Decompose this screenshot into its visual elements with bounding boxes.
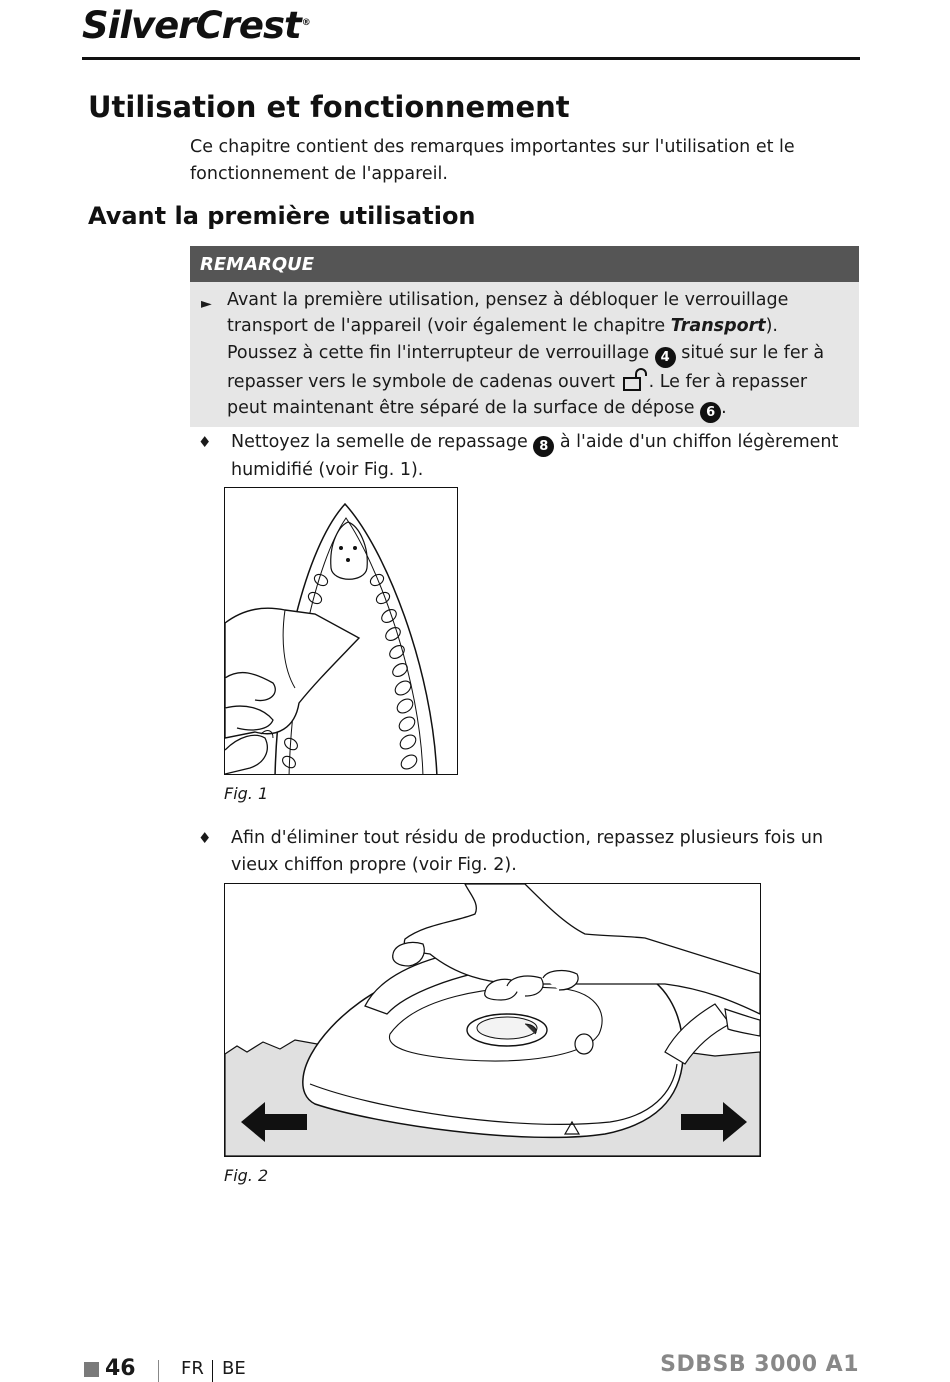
footer-divider [158, 1360, 159, 1382]
note-text-5: . [721, 397, 727, 418]
figure-caption: Fig. 2 [224, 1166, 269, 1185]
open-padlock-icon [621, 368, 649, 392]
iron-soleplate-illustration [225, 488, 457, 774]
footer-divider [212, 1360, 213, 1382]
iron-on-cloth-illustration [225, 884, 760, 1156]
bullet-text-1: Nettoyez la semelle de repassage [231, 432, 534, 452]
registered-mark: ® [301, 17, 310, 28]
part-number-badge: 4 [655, 347, 676, 368]
figure-2-ironing-cloth [224, 883, 761, 1157]
page-number: 46 [105, 1356, 136, 1381]
bullet-text-1: Afin d'éliminer tout résidu de production, repassez plusieurs fois un vieux chiffon propre (voir Fig. 2). [231, 828, 824, 875]
part-number-badge: 6 [700, 402, 721, 423]
section-intro: Ce chapitre contient des remarques importantes sur l'utilisation et le fonctionnement de l'appareil. [190, 137, 795, 184]
figure-1-soleplate-cleaning [224, 487, 458, 775]
diamond-bullet-icon: ♦ [198, 829, 212, 847]
right-pointer-icon: ► [201, 296, 212, 312]
note-box [190, 246, 859, 427]
note-text-4: . Le fer à repasser peut maintenant être séparé de la surface de dépose [227, 371, 808, 418]
figure-caption: Fig. 1 [224, 784, 269, 803]
model-number: SDBSB 3000 A1 [660, 1352, 859, 1377]
note-text-3: situé sur le fer à repasser vers le symbole de cadenas ouvert [227, 342, 825, 392]
list-item [198, 429, 848, 484]
diamond-bullet-icon: ♦ [198, 433, 212, 451]
bullet-text-2: à l'aide d'un chiffon légèrement humidifié (voir Fig. 1). [231, 432, 839, 480]
note-chapter-ref: Transport [670, 316, 766, 337]
note-body [190, 282, 859, 427]
brand-name: SilverCrest [82, 4, 301, 47]
subsection-title: Avant la première utilisation [88, 202, 476, 230]
brand-logo [82, 4, 310, 47]
country-code: BE [222, 1358, 246, 1379]
note-text-1: Avant la première utilisation, pensez à débloquer le verrouillage transport de l'appareil (voir également le chapitre [227, 290, 789, 337]
part-number-badge: 8 [533, 436, 554, 457]
note-heading: REMARQUE [190, 246, 859, 282]
language-code: FR [181, 1358, 204, 1379]
section-title: Utilisation et fonctionnement [88, 90, 570, 124]
page-marker [84, 1362, 99, 1377]
note-text-2: ). Poussez à cette fin l'interrupteur de verrouillage [227, 316, 778, 363]
list-item [198, 825, 848, 878]
header-rule [82, 57, 860, 60]
